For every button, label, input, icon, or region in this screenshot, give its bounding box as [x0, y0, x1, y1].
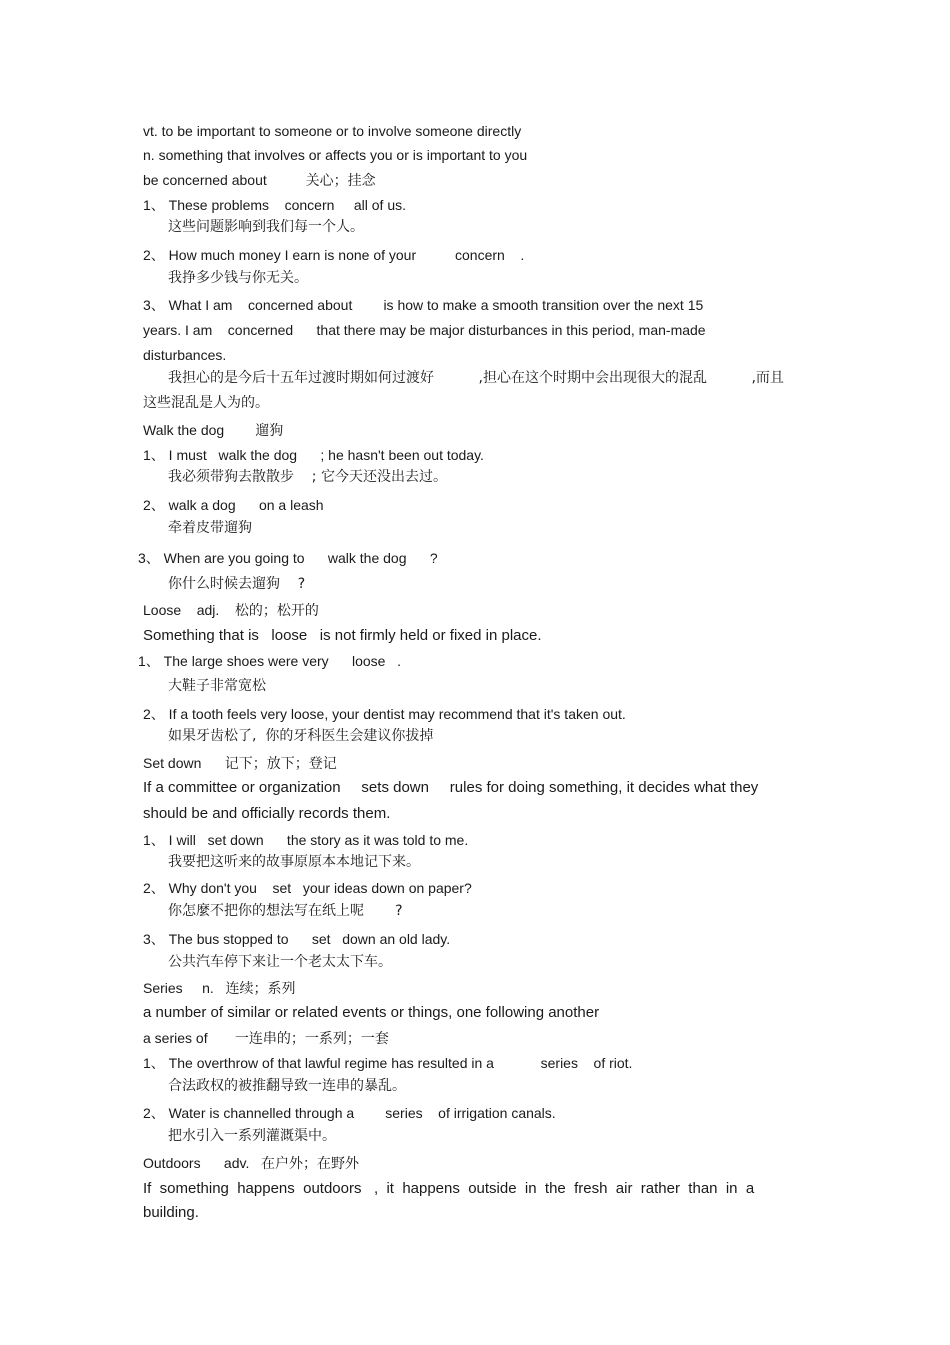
text-line: 2、 How much money I earn is none of your concern . — [143, 247, 525, 263]
text-line: a series of 一连串的；一系列；一套 — [143, 1030, 389, 1046]
text-line: Walk the dog 遛狗 — [143, 422, 284, 438]
text-line: 这些问题影响到我们每一个人。 — [168, 219, 364, 235]
text-line: 1、 I must walk the dog ; he hasn't been out today. — [143, 447, 484, 463]
text-line: 2、 walk a dog on a leash — [143, 497, 324, 513]
text-line: be concerned about 关心；挂念 — [143, 172, 376, 188]
text-line: 合法政权的被推翻导致一连串的暴乱。 — [168, 1078, 406, 1094]
text-line: 我必须带狗去散散步 ; 它今天还没出去过。 — [168, 469, 447, 485]
text-line: Something that is loose is not firmly held or fixed in place. — [143, 627, 542, 644]
text-line: 1、 I will set down the story as it was told to me. — [143, 832, 469, 848]
text-line: 1、 These problems concern all of us. — [143, 197, 407, 213]
text-line: 你什么时候去遛狗 ? — [168, 576, 306, 592]
text-line: 2、 Why don't you set your ideas down on paper? — [143, 880, 472, 896]
text-line: 3、 When are you going to walk the dog ? — [138, 550, 438, 566]
text-line: vt. to be important to someone or to involve someone directly — [143, 123, 522, 139]
text-line: building. — [143, 1204, 199, 1221]
text-line: If something happens outdoors , it happens outside in the fresh air rather than in a — [143, 1180, 755, 1197]
text-line: Loose adj. 松的；松开的 — [143, 602, 319, 618]
text-line: a number of similar or related events or things, one following another — [143, 1004, 600, 1021]
text-line: 我挣多少钱与你无关。 — [168, 270, 308, 286]
text-line: 你怎麼不把你的想法写在纸上呢 ? — [168, 903, 403, 919]
text-line: n. something that involves or affects you or is important to you — [143, 147, 528, 163]
text-line: 我要把这听来的故事原原本本地记下来。 — [168, 854, 420, 870]
text-line: years. I am concerned that there may be major disturbances in this period, man-made — [143, 322, 706, 338]
text-line: If a committee or organization sets down rules for doing something, it decides what they — [143, 779, 759, 796]
text-line: 2、 Water is channelled through a series of irrigation canals. — [143, 1105, 556, 1121]
text-line: 牵着皮带遛狗 — [168, 520, 252, 536]
text-line: 3、 The bus stopped to set down an old lady. — [143, 931, 451, 947]
text-line: 1、 The overthrow of that lawful regime has resulted in a series of riot. — [143, 1055, 633, 1071]
text-line: disturbances. — [143, 347, 227, 363]
text-line: 3、 What I am concerned about is how to make a smooth transition over the next 15 — [143, 297, 704, 313]
text-line: 把水引入一系列灌溉渠中。 — [168, 1128, 336, 1144]
text-line: Set down 记下；放下；登记 — [143, 755, 337, 771]
text-line: 1、 The large shoes were very loose . — [138, 653, 402, 669]
text-line: 我担心的是今后十五年过渡时期如何过渡好 ,担心在这个时期中会出现很大的混乱 ,而且 — [168, 370, 784, 386]
text-line: 这些混乱是人为的。 — [143, 395, 269, 411]
text-line: Outdoors adv. 在户外；在野外 — [143, 1155, 360, 1171]
text-line: should be and officially records them. — [143, 805, 391, 822]
text-line: 大鞋子非常宽松 — [168, 678, 266, 694]
text-line: 公共汽车停下来让一个老太太下车。 — [168, 954, 392, 970]
text-line: Series n. 连续；系列 — [143, 980, 296, 996]
text-line: 2、 If a tooth feels very loose, your dentist may recommend that it's taken out. — [143, 706, 626, 722]
text-line: 如果牙齿松了, 你的牙科医生会建议你拔掉 — [168, 728, 434, 744]
